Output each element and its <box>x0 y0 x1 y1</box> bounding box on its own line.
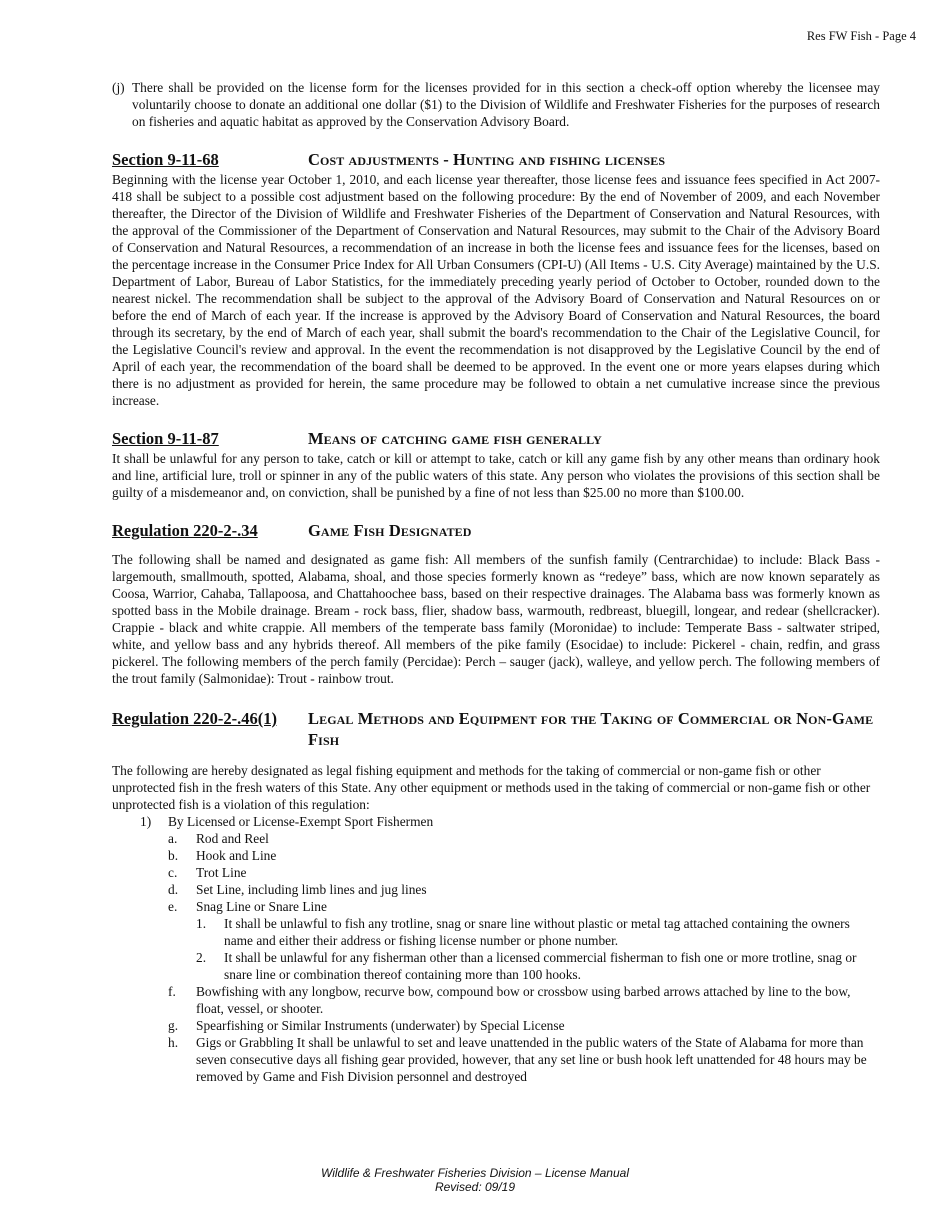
section-title: Legal Methods and Equipment for the Taking of Commercial or Non-Game Fish <box>308 709 874 749</box>
list-marker: c. <box>168 865 178 880</box>
list-marker: g. <box>168 1018 179 1033</box>
intro-paragraph <box>112 79 880 130</box>
list-text: By Licensed or License-Exempt Sport Fishermen <box>168 814 434 829</box>
list-text: Hook and Line <box>196 848 277 863</box>
section-body: It shall be unlawful for any person to take, catch or kill or attempt to take, catch or kill any game fish by any other means than ordinary hook and line, artificial lure, troll or spinner in any of the public waters of this state. Any person who violates the provisions of this section shall be guilty of a misdemeanor and, on conviction, shall be punished by a fine of not less than $25.00 no more than $100.00. <box>112 451 880 500</box>
section-heading <box>112 708 880 750</box>
list-marker: a. <box>168 831 178 846</box>
list-item <box>168 983 880 1017</box>
section-heading <box>112 430 880 447</box>
list-text: Gigs or Grabbling It shall be unlawful to set and leave unattended in the public waters of the State of Alabama for more than seven consecutive days all fishing gear provided, however, that any set line or bush hook left unattended for 48 hours may be removed by Game and Fish Division personnel and destroyed <box>196 1035 867 1084</box>
section-number: Section 9-11-87 <box>112 429 219 448</box>
list-text: It shall be unlawful for any fisherman other than a licensed commercial fisherman to fish one or more trotline, snag or snare line or combination thereof containing more than 100 hooks. <box>224 950 857 982</box>
section-body: The following are hereby designated as legal fishing equipment and methods for the taking of commercial or non-game fish or other unprotected fish in the fresh waters of this State. Any other equipment or methods used in the taking of commercial or non-game fish or other unprotected fish is a violation of this regulation: <box>112 763 871 812</box>
section-body: Beginning with the license year October 1, 2010, and each license year thereafter, those license fees and issuance fees specified in Act 2007-418 shall be subject to a possible cost adjustment based on the following procedure: By the end of November of 2009, and each November thereafter, the Director of the Division of Wildlife and Freshwater Fisheries of the Department of Conservation and Natural Resources, with the approval of the Commissioner of the Department of Conservation and Natural Resources, may submit to the Chair of the Advisory Board of Conservation and Natural Resources, a recommendation of an increase in both the license fees and issuance fees for the licenses, based on the percentage increase in the Consumer Price Index for All Urban Consumers (CPI-U) (All Items - U.S. City Average) maintained by the U.S. Department of Labor, Bureau of Labor Statistics, for the immediately preceding yearly period of October to October, rounded down to the nearest nickel. The recommendation shall be subject to the approval of the Advisory Board of Conservation and Natural Resources on or before the end of March of each year. If the increase is approved by the Advisory Board of Conservation and Natural Resources, the board through its secretary, by the end of March of each year, shall submit the board's recommendation to the Chair of the Legislative Council, for the Legislative Council's review and approval. In the event the recommendation is not disapproved by the Legislative Council by the end of April of each year, the recommendation of the board shall be deemed to be approved. In the event one or more years elapses during which there is no adjustment as provided for herein, the same procedure may be followed to obtain a net cumulative increase since the previous increase. <box>112 172 880 408</box>
list-marker: h. <box>168 1035 179 1050</box>
section-title: Means of catching game fish generally <box>308 429 602 448</box>
list-item <box>168 1034 880 1085</box>
section-number: Regulation 220-2-.34 <box>112 521 258 540</box>
list-text: Set Line, including limb lines and jug lines <box>196 882 427 897</box>
section-body: The following shall be named and designated as game fish: All members of the sunfish family (Centrarchidae) to include: Black Bass - largemouth, smallmouth, spotted, Alabama, shoal, and those species formerly known as “redeye” bass, which are now known separately as Coosa, Warrior, Cahaba, Tallapoosa, and Chattahoochee bass, based on their respective drainages. The Alabama bass was formerly known as spotted bass in the Mobile drainage. Bream - rock bass, flier, shadow bass, warmouth, redbreast, bluegill, longear, and redear (shellcracker). Crappie - black and white crappie. All members of the temperate bass family (Moronidae) to include: Temperate Bass - saltwater striped, white, and yellow bass and any hybrids thereof. All members of the pike family (Esocidae) to include: Pickerel - chain, redfin, and grass pickerel. The following members of the perch family (Percidae): Perch – sauger (jack), walleye, and yellow perch. The following members of the trout family (Salmonidae): Trout - rainbow trout. <box>112 552 880 686</box>
list-item <box>168 898 880 915</box>
intro-label: (j) <box>112 80 125 95</box>
list-marker: e. <box>168 899 178 914</box>
section-number: Section 9-11-68 <box>112 150 219 169</box>
section-number: Regulation 220-2-.46(1) <box>112 709 277 728</box>
list-item <box>168 864 880 881</box>
list-item <box>168 881 880 898</box>
page-header: Res FW Fish - Page 4 <box>806 29 916 43</box>
list-marker: 1) <box>140 814 152 829</box>
list-text: Trot Line <box>196 865 247 880</box>
list-subitem <box>196 915 880 949</box>
document-body <box>112 79 880 1085</box>
list-text: It shall be unlawful to fish any trotline, snag or snare line without plastic or metal tag attached containing the owners name and either their address or fishing license number or phone number. <box>224 916 850 948</box>
list-text: Snag Line or Snare Line <box>196 899 327 914</box>
list-text: Rod and Reel <box>196 831 269 846</box>
intro-text: There shall be provided on the license form for the licenses provided for in this section a check-off option whereby the licensee may voluntarily choose to donate an additional one dollar ($1) to the Division of Wildlife and Freshwater Fisheries for the purposes of research on fisheries and aquatic habitat as approved by the Conservation Advisory Board. <box>132 80 880 129</box>
list-subitem <box>196 949 880 983</box>
list-marker: 2. <box>196 950 207 965</box>
footer-title: Wildlife & Freshwater Fisheries Division – License Manual <box>320 1166 629 1180</box>
list-marker: b. <box>168 848 179 863</box>
list-text: Bowfishing with any longbow, recurve bow, compound bow or crossbow using barbed arrows attached by line to the bow, float, vessel, or shooter. <box>196 984 851 1016</box>
list-text: Spearfishing or Similar Instruments (underwater) by Special License <box>196 1018 565 1033</box>
list-marker: 1. <box>196 916 207 931</box>
list-item <box>140 813 880 830</box>
section-heading <box>112 151 880 168</box>
section-title: Cost adjustments - Hunting and fishing licenses <box>308 150 666 169</box>
list-item <box>168 847 880 864</box>
list-marker: f. <box>168 984 176 999</box>
section-title: Game Fish Designated <box>308 521 472 540</box>
list-item <box>168 1017 880 1034</box>
list-marker: d. <box>168 882 179 897</box>
section-heading <box>112 522 880 539</box>
page-footer <box>0 1166 950 1194</box>
footer-revision: Revised: 09/19 <box>434 1180 516 1194</box>
list-item <box>168 830 880 847</box>
